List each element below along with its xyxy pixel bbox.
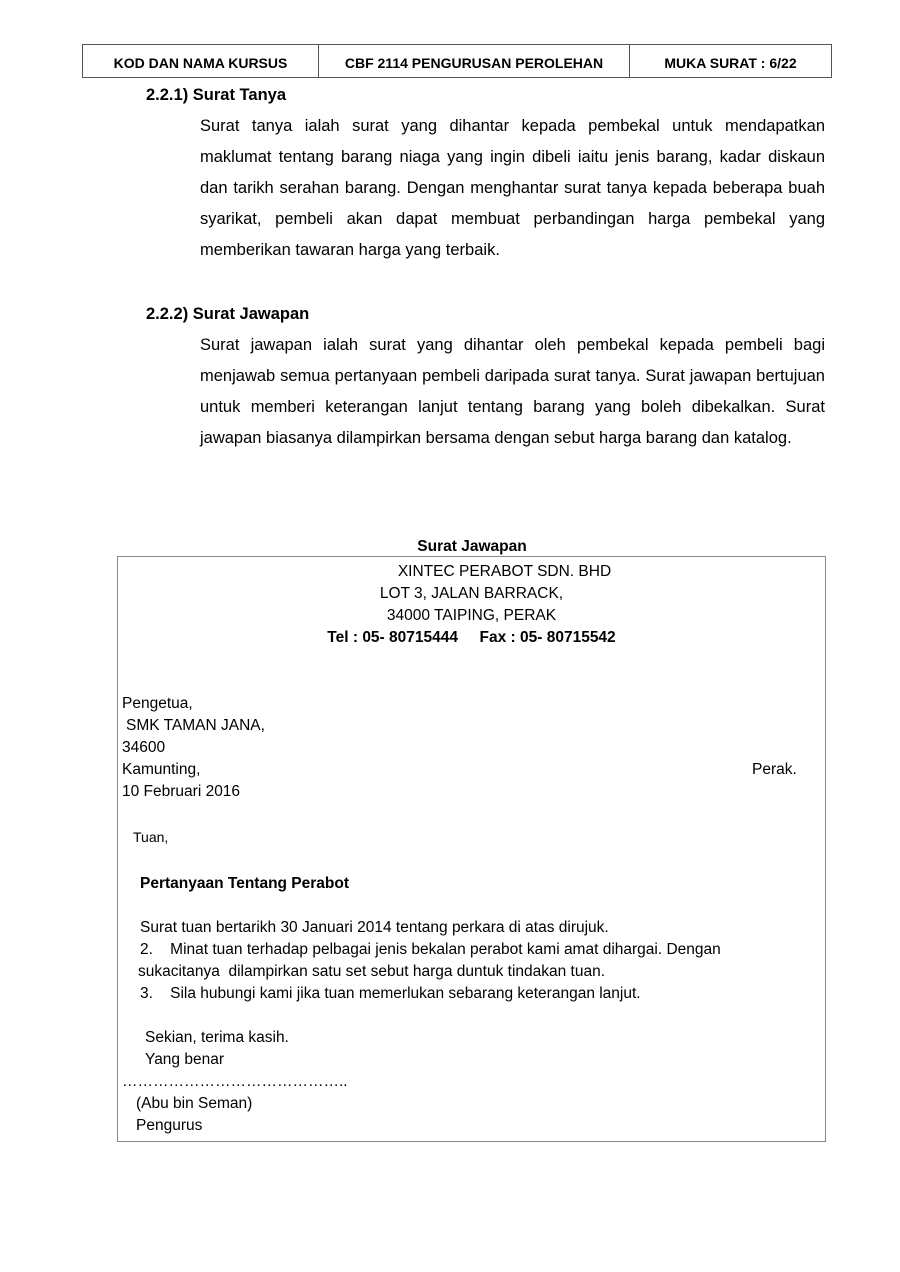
recipient-town: Kamunting,	[122, 761, 201, 778]
section-title-surat-tanya: 2.2.1) Surat Tanya	[146, 86, 287, 104]
letter-caption: Surat Jawapan	[417, 538, 527, 555]
yours-truly: Yang benar	[145, 1051, 224, 1068]
recipient-school: SMK TAMAN JANA,	[126, 717, 265, 734]
course-header-table	[82, 44, 832, 78]
course-code-label: KOD DAN NAMA KURSUS	[83, 45, 319, 77]
closing-remark: Sekian, terima kasih.	[145, 1029, 289, 1046]
company-name: XINTEC PERABOT SDN. BHD	[397, 563, 612, 580]
signatory-name: (Abu bin Seman)	[136, 1095, 253, 1112]
section-body-surat-jawapan: Surat jawapan ialah surat yang dihantar oleh pembekal kepada pembeli bagi menjawab semua pertanyaan pembeli daripada surat tanya. Surat jawapan bertujuan untuk memberi keterangan lanjut tentang barang yang boleh dibekalkan. Surat jawapan biasanya dilampirkan bersama dengan sebut harga barang dan katalog.	[200, 336, 825, 447]
recipient-title: Pengetua,	[122, 695, 193, 712]
paragraph-3: 3. Sila hubungi kami jika tuan memerlukan sebarang keterangan lanjut.	[140, 985, 641, 1002]
company-address-line2: 34000 TAIPING, PERAK	[386, 607, 557, 624]
company-contact: Tel : 05- 80715444 Fax : 05- 80715542	[327, 629, 616, 646]
section-body-surat-tanya: Surat tanya ialah surat yang dihantar kepada pembekal untuk mendapatkan maklumat tentang barang niaga yang ingin dibeli iaitu jenis barang, kadar diskaun dan tarikh serahan barang. Dengan menghantar surat tanya kepada beberapa buah syarikat, pembeli akan dapat membuat perbandingan harga pembekal yang memberikan tawaran harga yang terbaik.	[200, 117, 825, 259]
page-number: MUKA SURAT : 6/22	[664, 55, 797, 71]
section-title-surat-jawapan: 2.2.2) Surat Jawapan	[146, 305, 310, 323]
signatory-position: Pengurus	[136, 1117, 203, 1134]
recipient-state: Perak.	[752, 761, 797, 778]
recipient-postcode: 34600	[122, 739, 166, 756]
letter-subject: Pertanyaan Tentang Perabot	[140, 875, 350, 892]
course-name: CBF 2114 PENGURUSAN PEROLEHAN	[319, 45, 630, 77]
letter-box	[117, 556, 826, 1142]
letter-date: 10 Februari 2016	[122, 783, 241, 800]
paragraph-2: 2. Minat tuan terhadap pelbagai jenis bekalan perabot kami amat dihargai. Dengan	[140, 941, 721, 958]
paragraph-2-continued: sukacitanya dilampirkan satu set sebut harga duntuk tindakan tuan.	[138, 963, 606, 980]
paragraph-1: Surat tuan bertarikh 30 Januari 2014 tentang perkara di atas dirujuk.	[140, 919, 609, 936]
signature-line: ……………………………………..	[122, 1073, 348, 1090]
salutation: Tuan,	[133, 829, 169, 845]
company-address-line1: LOT 3, JALAN BARRACK,	[379, 585, 564, 602]
